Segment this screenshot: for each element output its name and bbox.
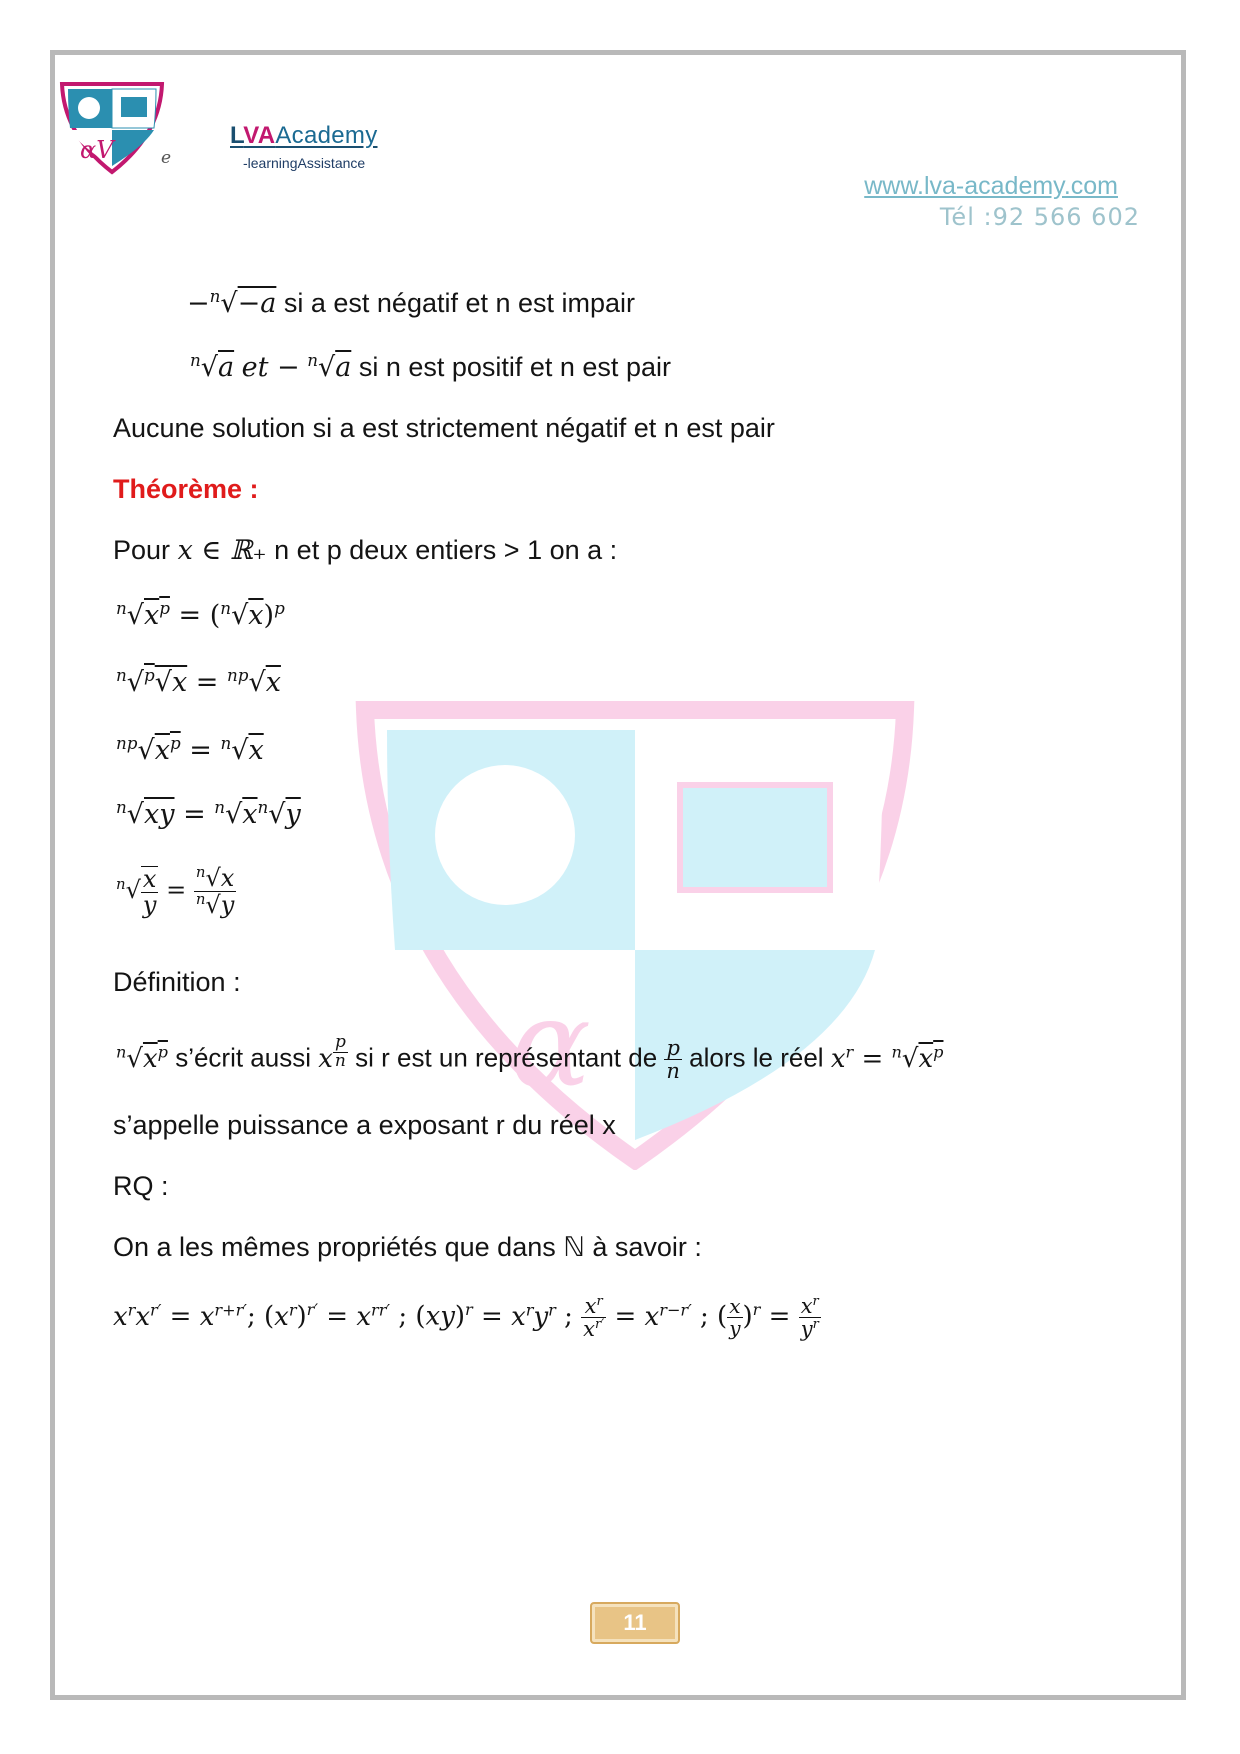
math-neg-root-neg-a: −$^n$√−a — [187, 286, 277, 319]
math-root-a: $^n$√a — [190, 350, 235, 383]
rq-title: RQ : — [113, 1171, 169, 1201]
definition-line-2: s’appelle puissance a exposant r du réel x — [113, 1110, 616, 1140]
theorem-title: Théorème : — [113, 474, 259, 504]
definition-text-1: s’écrit aussi — [175, 1042, 312, 1073]
website-link[interactable]: www.lva-academy.com — [864, 172, 1118, 200]
case-even-text: si n est positif et n est pair — [358, 352, 671, 382]
brand-tagline: -learningAssistance — [243, 155, 366, 171]
formula-1: $^n√x^p = (^n√x)^p$ — [116, 598, 285, 631]
theorem-intro-pre: Pour — [113, 535, 171, 565]
brand-academy: Academy — [275, 122, 378, 149]
rq-text: On a les mêmes propriétés que dans ℕ à savoir : — [113, 1232, 702, 1262]
case-odd-text: si a est négatif et n est impair — [283, 288, 636, 318]
svg-text:α: α — [510, 975, 592, 1114]
logo-e: e — [161, 148, 172, 168]
formula-4: $^n√xy = ^n√x^n√y$ — [116, 797, 301, 830]
brand-name — [230, 122, 378, 150]
definition-line: $^n√x^p$ s’écrit aussi x $^{\frac{p}{n}}$ si r est un représentant de $\frac{p}{n}$ alors le réel $x^r = ^n√x^p$ — [116, 1032, 944, 1084]
formula-3: $^{np}√x^p = ^n√x$ — [116, 733, 264, 766]
theorem-intro-post: n et p deux entiers > 1 on a : — [274, 535, 618, 565]
math-root-a-2: $^n$√a — [307, 350, 352, 383]
definition-text-2: si r est un représentant de — [355, 1042, 658, 1073]
watermark-logo — [355, 700, 915, 1170]
definition-title: Définition : — [113, 967, 241, 997]
math-et: et − — [241, 352, 300, 383]
theorem-intro — [113, 535, 617, 566]
no-solution-text: Aucune solution si a est strictement négatif et n est pair — [113, 413, 775, 443]
logo-text: αV — [80, 136, 114, 164]
properties-formula: $x^rx^{r'} = x^{r+r'}$; $(x^r)^{r'} = x^{rr'}$ ; $(xy)^r = x^ry^r$ ; $\frac{x^r}{x^{r'}}$ = $x^{r-r'}$ ; ( $\frac{x}{y}$ )$^r$ = $\frac{x^r}{y^r}$ — [113, 1294, 819, 1342]
academy-logo — [58, 80, 166, 176]
formula-2: $^n$√$^p$√x = $^{np}$√x — [116, 665, 281, 698]
phone-number: Tél :92 566 602 — [939, 203, 1140, 231]
theorem-intro-set: x ∈ ℝ₊ — [177, 535, 267, 566]
brand-va: VA — [243, 122, 276, 149]
case-odd-line — [187, 286, 635, 319]
formula-5: $^n$√ $\frac{x}{y}$ = $\frac{^n√x}{^n√y}$ — [116, 863, 235, 920]
case-even-line — [190, 350, 671, 383]
brand-l: L — [230, 122, 244, 149]
page-number: 11 — [590, 1602, 680, 1644]
definition-text-3: alors le réel — [689, 1042, 824, 1073]
